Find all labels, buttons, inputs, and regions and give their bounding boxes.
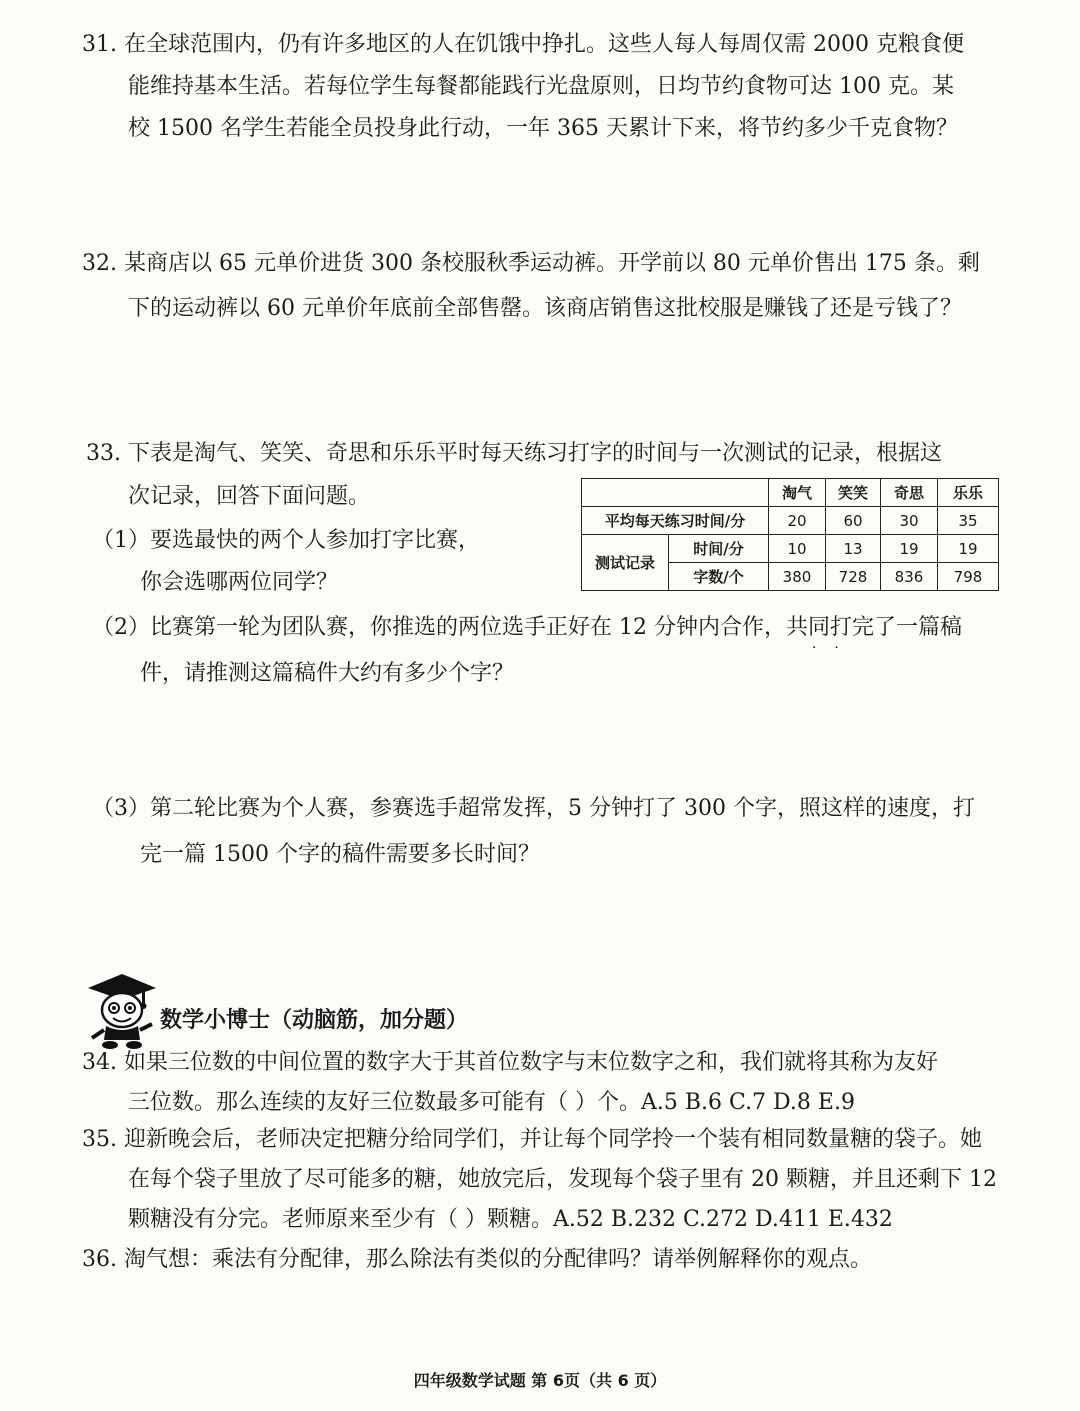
table-cell: 19 [938, 535, 999, 563]
q31-line-2: 能维持基本生活。若每位学生每餐都能践行光盘原则，日均节约食物可达 100 克。某 [128, 74, 954, 99]
q33-part3-line-2: 完一篇 1500 个字的稿件需要多长时间？ [140, 842, 540, 867]
table-cell: 20 [769, 507, 826, 535]
emphasis-dots: · · [812, 640, 839, 656]
q32-line-1: 32. 某商店以 65 元单价进货 300 条校服秋季运动裤。开学前以 80 元单价售出 175 条。剩 [82, 251, 980, 276]
q31-line-3: 校 1500 名学生若能全员投身此行动，一年 365 天累计下来，将节约多少千克食物？ [128, 116, 958, 141]
table-row-label: 平均每天练习时间/分 [582, 507, 769, 535]
table-row [582, 479, 999, 507]
table-cell: 60 [826, 507, 881, 535]
table-cell: 836 [881, 563, 938, 591]
q34-line-1: 34. 如果三位数的中间位置的数字大于其首位数字与末位数字之和，我们就将其称为友好 [82, 1050, 938, 1075]
table-header-cell: 奇思 [881, 479, 938, 507]
q33-part1-line-1: （1）要选最快的两个人参加打字比赛， [92, 528, 480, 553]
bonus-section-title: 数学小博士（动脑筋，加分题） [160, 1008, 469, 1033]
q33-line-2: 次记录，回答下面问题。 [128, 484, 371, 509]
typing-record-table [581, 478, 999, 591]
table-cell: 19 [881, 535, 938, 563]
q35-line-3: 颗糖没有分完。老师原来至少有（ ）颗糖。A.52 B.232 C.272 D.411 E.432 [128, 1207, 893, 1232]
table-cell: 10 [769, 535, 826, 563]
q31-line-1: 31. 在全球范围内，仍有许多地区的人在饥饿中挣扎。这些人每人每周仅需 2000 克粮食便 [82, 32, 964, 57]
table-cell: 30 [881, 507, 938, 535]
table-group-label: 测试记录 [582, 535, 669, 591]
table-cell: 380 [769, 563, 826, 591]
q35-line-1: 35. 迎新晚会后，老师决定把糖分给同学们，并让每个同学拎一个装有相同数量糖的袋子。她 [82, 1127, 982, 1152]
math-doctor-mascot-icon [82, 968, 162, 1050]
q32-line-2: 下的运动裤以 60 元单价年底前全部售罄。该商店销售这批校服是赚钱了还是亏钱了？ [128, 296, 962, 321]
table-row [582, 507, 999, 535]
q33-part1-line-2: 你会选哪两位同学？ [140, 570, 339, 595]
q33-part2-line-2: 件，请推测这篇稿件大约有多少个字？ [140, 661, 515, 686]
table-header-cell: 笑笑 [826, 479, 881, 507]
page-footer: 四年级数学试题 第 6页（共 6 页） [413, 1371, 667, 1390]
table-row-label: 字数/个 [669, 563, 769, 591]
table-row [582, 535, 999, 563]
table-header-cell: 淘气 [769, 479, 826, 507]
table-cell: 35 [938, 507, 999, 535]
table-cell: 13 [826, 535, 881, 563]
q33-part3-line-1: （3）第二轮比赛为个人赛，参赛选手超常发挥，5 分钟打了 300 个字，照这样的速度，打 [92, 796, 975, 821]
table-cell: 798 [938, 563, 999, 591]
table-header-cell: 乐乐 [938, 479, 999, 507]
q33-line-1: 33. 下表是淘气、笑笑、奇思和乐乐平时每天练习打字的时间与一次测试的记录，根据这 [86, 441, 942, 466]
q34-line-2: 三位数。那么连续的友好三位数最多可能有（ ）个。A.5 B.6 C.7 D.8 E.9 [128, 1090, 855, 1115]
table-cell: 728 [826, 563, 881, 591]
q36-line-1: 36. 淘气想：乘法有分配律，那么除法有类似的分配律吗？请举例解释你的观点。 [82, 1247, 872, 1272]
q35-line-2: 在每个袋子里放了尽可能多的糖，她放完后，发现每个袋子里有 20 颗糖，并且还剩下 12 [128, 1167, 997, 1192]
table-row-label: 时间/分 [669, 535, 769, 563]
q33-part2-line-1: （2）比赛第一轮为团队赛，你推选的两位选手正好在 12 分钟内合作，共同打完了一篇稿 [92, 615, 962, 640]
